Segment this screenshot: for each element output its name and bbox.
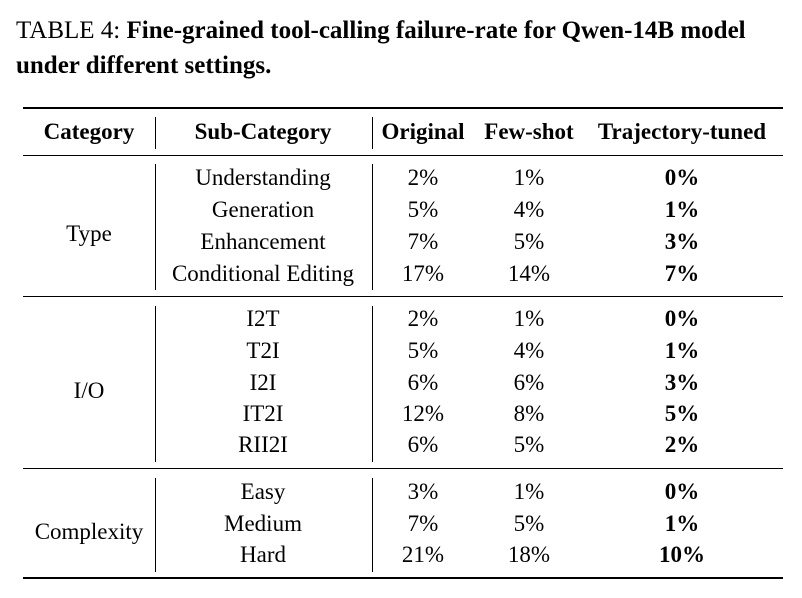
header-category: Category — [43, 119, 135, 144]
header-separator-1 — [155, 117, 156, 149]
table-title: Fine-grained tool-calling failure-rate for Qwen-14B model under different settings. — [16, 17, 746, 79]
sub-category-cell: Conditional Editing — [171, 261, 355, 286]
category-label: I/O — [73, 378, 105, 403]
original-cell: 7% — [407, 229, 439, 254]
sub-category-cell: Understanding — [195, 165, 331, 190]
header-few-shot: Few-shot — [484, 119, 574, 144]
trajectory-tuned-cell: 1% — [664, 511, 700, 536]
trajectory-tuned-cell: 3% — [664, 370, 700, 395]
sub-category-cell: T2I — [246, 338, 280, 363]
few-shot-cell: 5% — [513, 432, 545, 457]
few-shot-cell: 14% — [507, 261, 551, 286]
few-shot-cell: 18% — [507, 542, 551, 567]
sub-category-cell: I2T — [246, 306, 280, 331]
group-divider-1 — [23, 296, 783, 297]
original-cell: 5% — [407, 197, 439, 222]
group-separator — [155, 478, 156, 572]
original-cell: 17% — [401, 261, 445, 286]
original-cell: 6% — [407, 370, 439, 395]
sub-category-cell: IT2I — [242, 401, 284, 426]
sub-category-cell: Enhancement — [200, 229, 326, 254]
header-rule — [23, 155, 783, 156]
group-separator — [155, 306, 156, 462]
sub-category-cell: Hard — [240, 542, 286, 567]
sub-category-cell: Medium — [224, 511, 302, 536]
top-rule — [23, 107, 783, 109]
trajectory-tuned-cell: 3% — [664, 229, 700, 254]
table-label: TABLE 4: — [16, 17, 121, 44]
original-cell: 21% — [401, 542, 445, 567]
original-cell: 2% — [407, 165, 439, 190]
header-separator-2 — [372, 117, 373, 149]
trajectory-tuned-cell: 5% — [664, 401, 700, 426]
category-label: Complexity — [34, 519, 144, 544]
few-shot-cell: 1% — [513, 165, 545, 190]
few-shot-cell: 4% — [513, 197, 545, 222]
few-shot-cell: 8% — [513, 401, 545, 426]
bottom-rule — [23, 577, 783, 579]
trajectory-tuned-cell: 7% — [664, 261, 700, 286]
few-shot-cell: 1% — [513, 306, 545, 331]
header-sub-category: Sub-Category — [194, 119, 332, 144]
header-trajectory-tuned: Trajectory-tuned — [597, 119, 767, 144]
original-cell: 3% — [407, 479, 439, 504]
sub-category-cell: Easy — [240, 479, 286, 504]
sub-category-cell: Generation — [211, 197, 315, 222]
trajectory-tuned-cell: 0% — [664, 479, 700, 504]
trajectory-tuned-cell: 0% — [664, 306, 700, 331]
few-shot-cell: 5% — [513, 229, 545, 254]
trajectory-tuned-cell: 0% — [664, 165, 700, 190]
original-cell: 6% — [407, 432, 439, 457]
trajectory-tuned-cell: 10% — [659, 542, 705, 567]
few-shot-cell: 1% — [513, 479, 545, 504]
group-separator — [155, 164, 156, 290]
original-cell: 5% — [407, 338, 439, 363]
trajectory-tuned-cell: 1% — [664, 338, 700, 363]
original-cell: 12% — [401, 401, 445, 426]
group-separator — [372, 164, 373, 290]
sub-category-cell: I2I — [249, 370, 277, 395]
group-separator — [372, 478, 373, 572]
group-divider-2 — [23, 468, 783, 469]
original-cell: 7% — [407, 511, 439, 536]
original-cell: 2% — [407, 306, 439, 331]
trajectory-tuned-cell: 1% — [664, 197, 700, 222]
group-separator — [372, 306, 373, 462]
few-shot-cell: 6% — [513, 370, 545, 395]
few-shot-cell: 4% — [513, 338, 545, 363]
trajectory-tuned-cell: 2% — [664, 432, 700, 457]
header-original: Original — [381, 119, 465, 144]
category-label: Type — [66, 221, 112, 246]
sub-category-cell: RII2I — [238, 432, 288, 457]
few-shot-cell: 5% — [513, 511, 545, 536]
table-caption — [16, 13, 791, 83]
